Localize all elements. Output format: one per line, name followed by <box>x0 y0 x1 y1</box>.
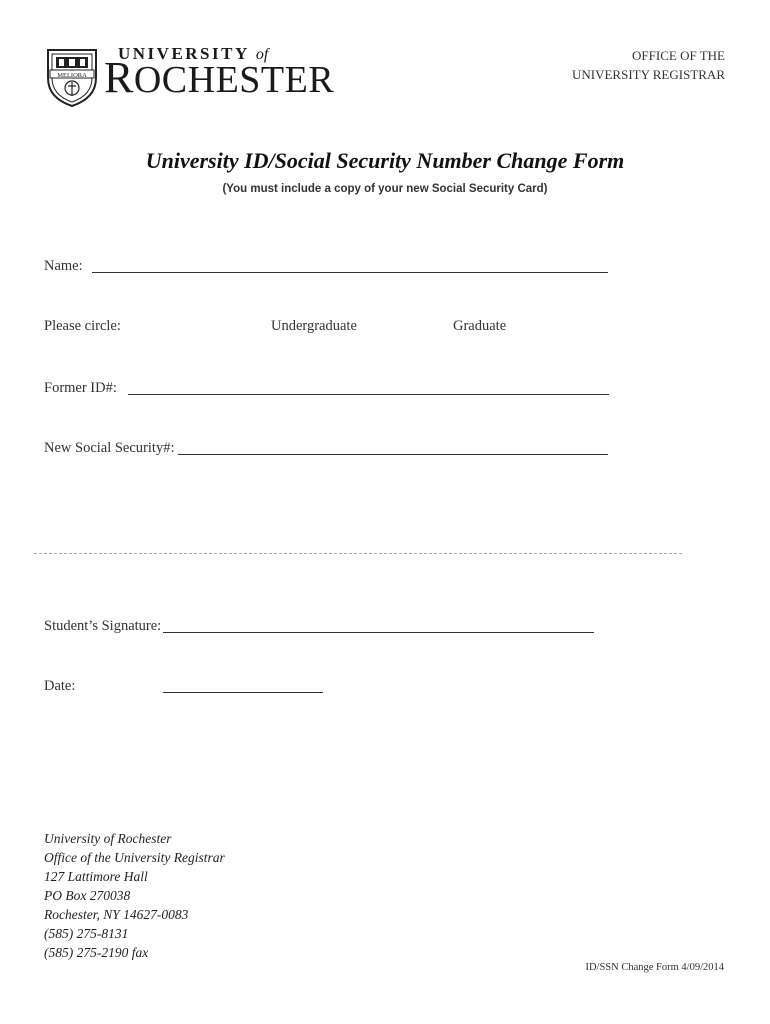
address-line: Rochester, NY 14627-0083 <box>44 907 189 922</box>
former-id-field[interactable] <box>128 394 609 395</box>
name-label: Name: <box>44 258 83 274</box>
new-ssn-field[interactable] <box>178 454 608 455</box>
registrar-address <box>44 829 225 962</box>
university-name-main: ROCHESTER <box>104 53 335 102</box>
option-undergraduate[interactable]: Undergraduate <box>271 318 357 334</box>
form-version-id: ID/SSN Change Form 4/09/2014 <box>585 962 724 973</box>
office-line-2: UNIVERSITY REGISTRAR <box>572 67 725 82</box>
svg-text:MELIORA: MELIORA <box>57 72 87 79</box>
signature-label: Student’s Signature: <box>44 618 162 634</box>
circle-label: Please circle: <box>44 318 121 334</box>
signature-field[interactable] <box>163 632 594 633</box>
address-line: 127 Lattimore Hall <box>44 869 148 884</box>
form-subtitle: (You must include a copy of your new Social Security Card) <box>222 183 548 195</box>
date-label: Date: <box>44 678 76 694</box>
new-ssn-label: New Social Security#: <box>44 440 175 456</box>
office-heading <box>572 46 725 84</box>
form-title: University ID/Social Security Number Change Form <box>145 148 625 173</box>
university-name-top: UNIVERSITY of <box>118 44 269 63</box>
address-line: Office of the University Registrar <box>44 850 225 865</box>
address-line: University of Rochester <box>44 831 172 846</box>
university-seal-logo <box>44 44 100 108</box>
dashed-divider <box>34 553 682 554</box>
address-line: (585) 275-8131 <box>44 926 129 941</box>
address-line: (585) 275-2190 fax <box>44 945 149 960</box>
office-line-1: OFFICE OF THE <box>632 48 725 63</box>
address-line: PO Box 270038 <box>44 888 131 903</box>
former-id-label: Former ID#: <box>44 380 117 396</box>
option-graduate[interactable]: Graduate <box>453 318 507 334</box>
date-field[interactable] <box>163 692 323 693</box>
university-name-of: of <box>255 46 269 63</box>
name-field[interactable] <box>92 272 608 273</box>
